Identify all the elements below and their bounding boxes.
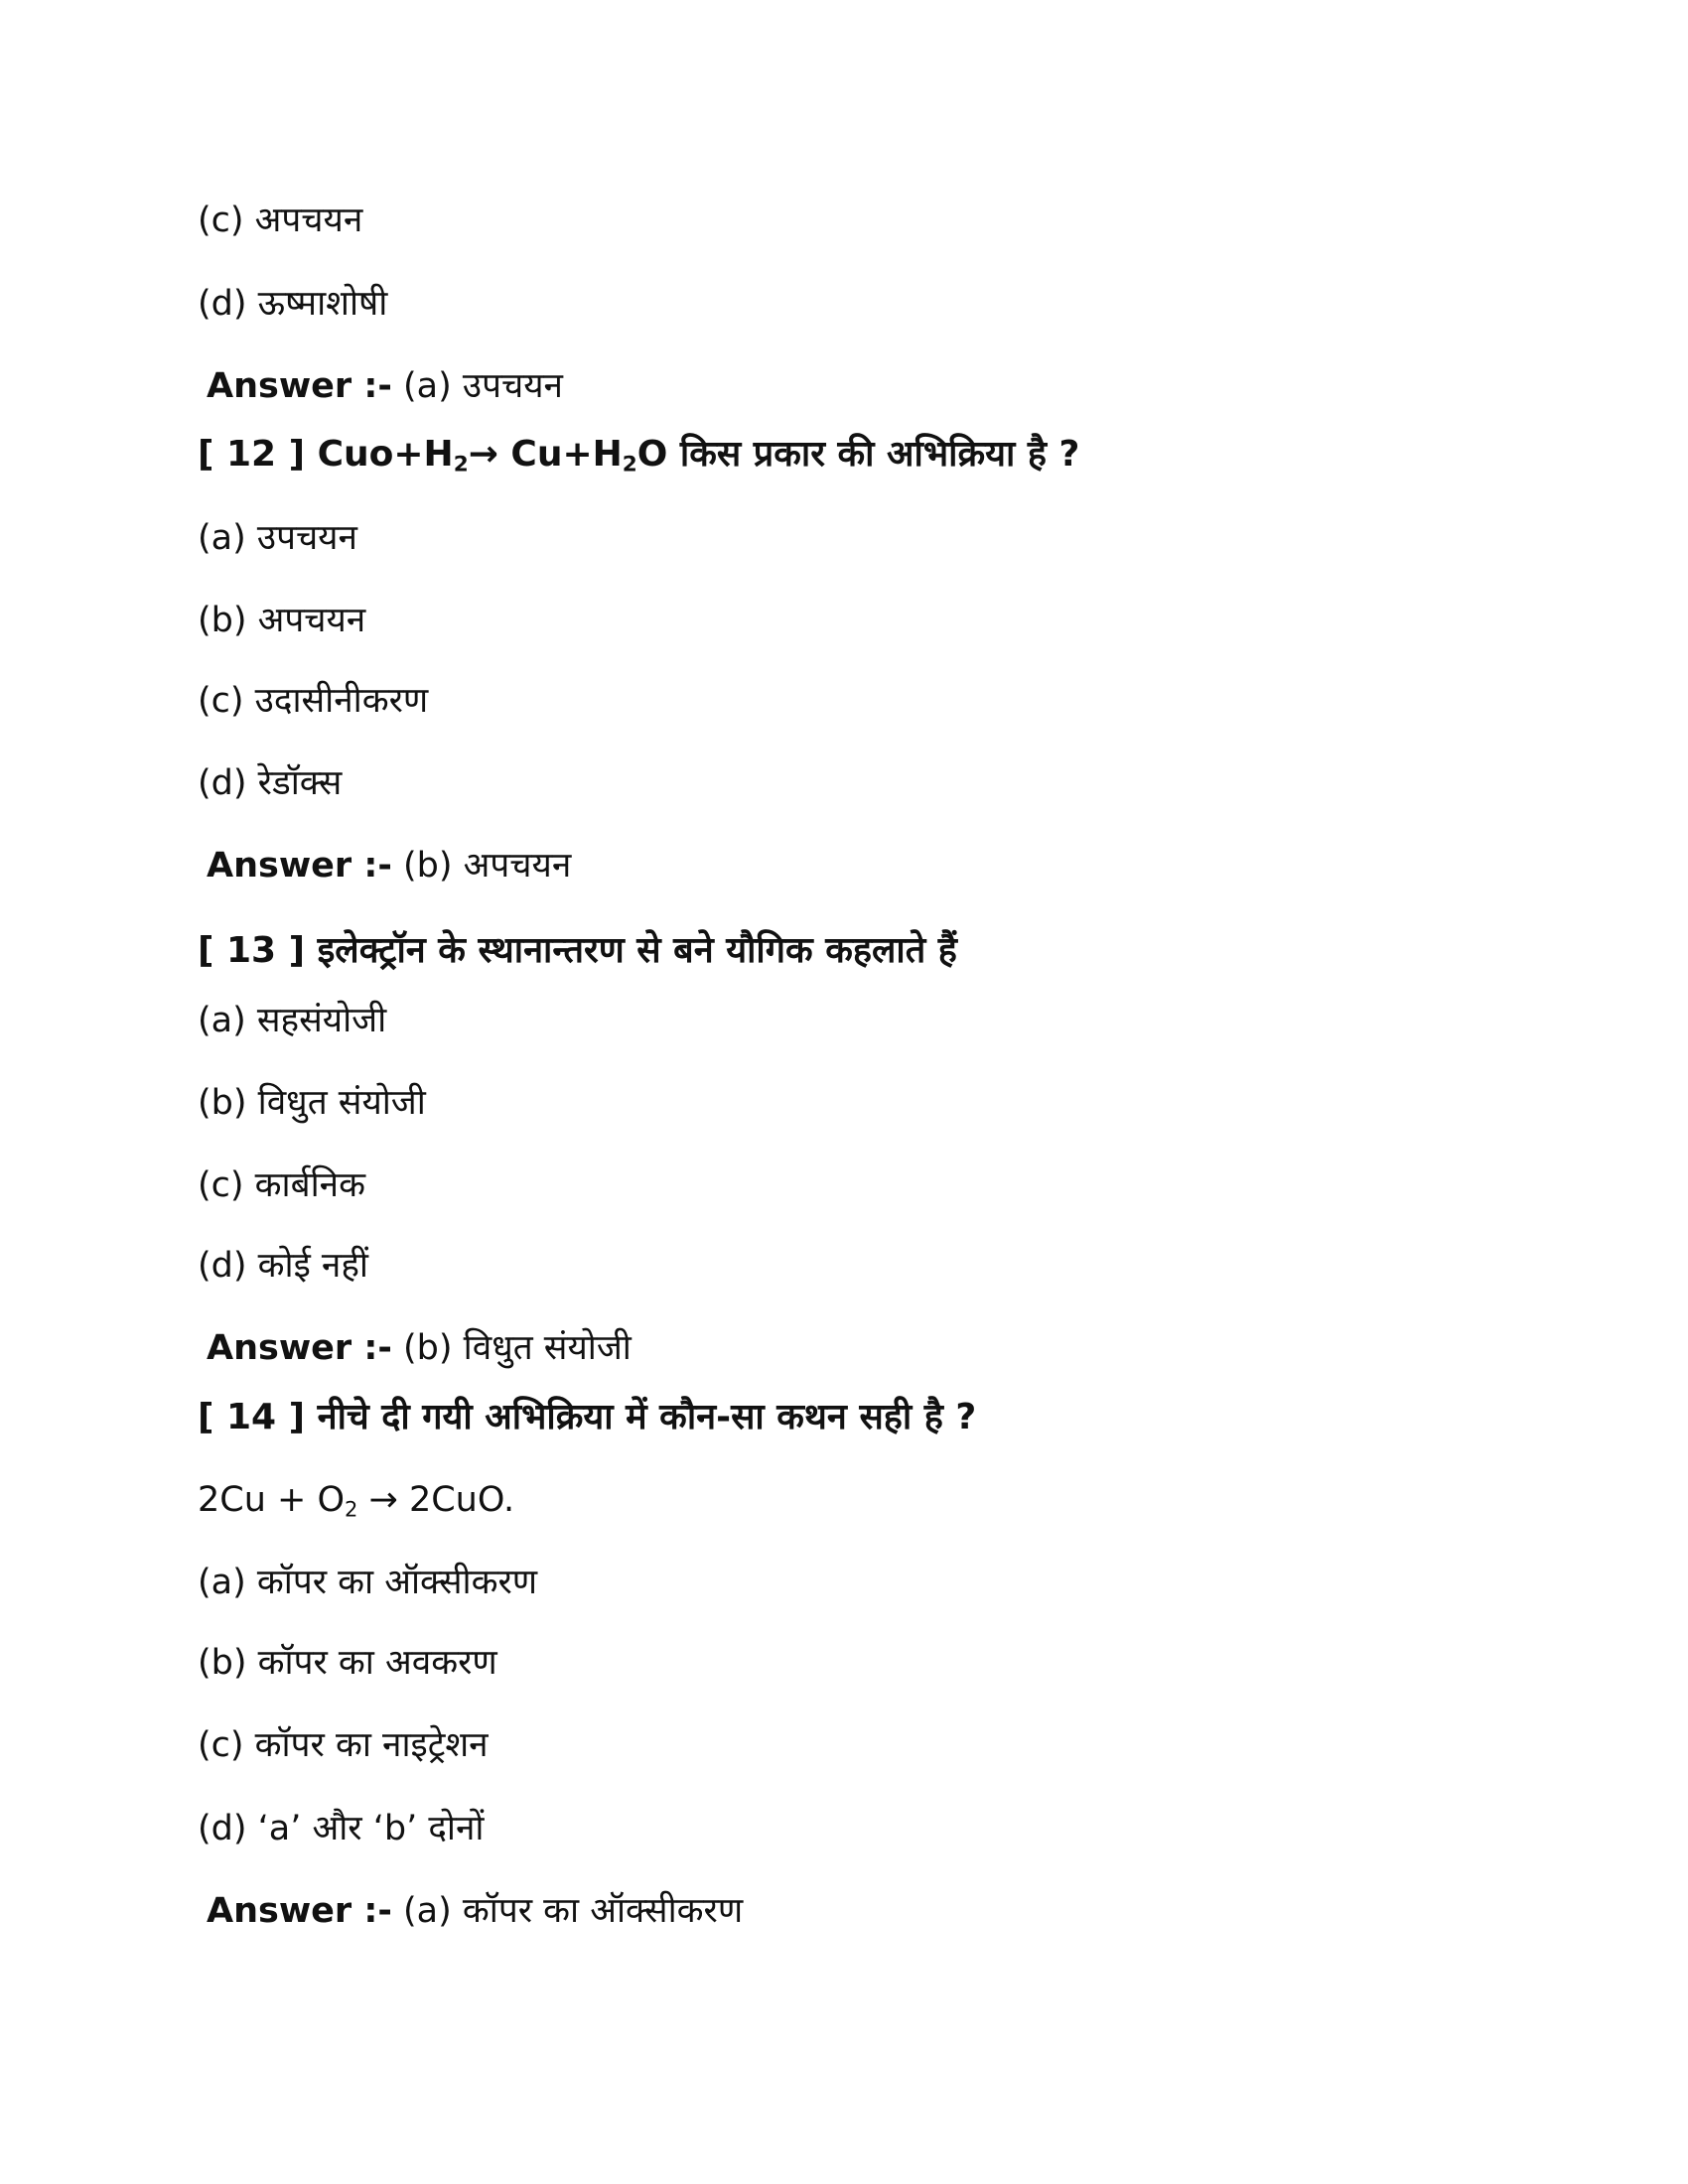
- eq-sub: 2: [345, 1497, 358, 1522]
- answer-label: Answer :-: [207, 366, 392, 406]
- option-12b: (b) अपचयन: [198, 601, 366, 640]
- answer-text: (a) कॉपर का ऑक्सीकरण: [403, 1891, 744, 1931]
- eq-part: 2Cu + O: [198, 1480, 346, 1520]
- answer-label: Answer :-: [207, 1328, 392, 1368]
- answer-text: (b) अपचयन: [403, 846, 572, 886]
- option-13a: (a) सहसंयोजी: [198, 1001, 387, 1040]
- q12-sub: 2: [622, 452, 637, 478]
- option-14b: (b) कॉपर का अवकरण: [198, 1643, 497, 1683]
- equation: [198, 1475, 514, 1534]
- eq-part: → 2CuO.: [357, 1480, 515, 1520]
- option-11c: (c) अपचयन: [198, 201, 363, 240]
- option-14c: (c) कॉपर का नाइट्रेशन: [198, 1725, 489, 1765]
- question-14: [ 14 ] नीचे दी गयी अभिक्रिया में कौन-सा कथन सही है ?: [198, 1397, 977, 1437]
- option-13d: (d) कोई नहीं: [198, 1246, 368, 1286]
- option-12a: (a) उपचयन: [198, 518, 357, 558]
- option-12c: (c) उदासीनीकरण: [198, 681, 429, 721]
- answer-14: [207, 1886, 743, 1936]
- question-13: [ 13 ] इलेक्ट्रॉन के स्थानान्तरण से बने यौगिक कहलाते हैं: [198, 930, 957, 971]
- answer-12: [207, 841, 571, 890]
- option-14d: (d) ‘a’ और ‘b’ दोनों: [198, 1809, 485, 1848]
- answer-13: [207, 1323, 632, 1373]
- answer-text: (b) विधुत संयोजी: [403, 1328, 632, 1368]
- answer-11: [207, 361, 563, 411]
- q12-sub: 2: [453, 452, 469, 478]
- option-14a: (a) कॉपर का ऑक्सीकरण: [198, 1563, 538, 1602]
- q12-part: [ 12 ] Cuo+H: [198, 434, 454, 475]
- q12-part: O किस प्रकार की अभिक्रिया है ?: [636, 434, 1080, 475]
- option-12d: (d) रेडॉक्स: [198, 763, 343, 803]
- option-13b: (b) विधुत संयोजी: [198, 1083, 426, 1123]
- option-11d: (d) ऊष्माशोषी: [198, 284, 388, 324]
- question-12: [198, 430, 1079, 489]
- answer-label: Answer :-: [207, 846, 392, 886]
- answer-label: Answer :-: [207, 1891, 392, 1931]
- answer-text: (a) उपचयन: [403, 366, 563, 406]
- option-13c: (c) कार्बनिक: [198, 1165, 365, 1205]
- q12-part: → Cu+H: [468, 434, 623, 475]
